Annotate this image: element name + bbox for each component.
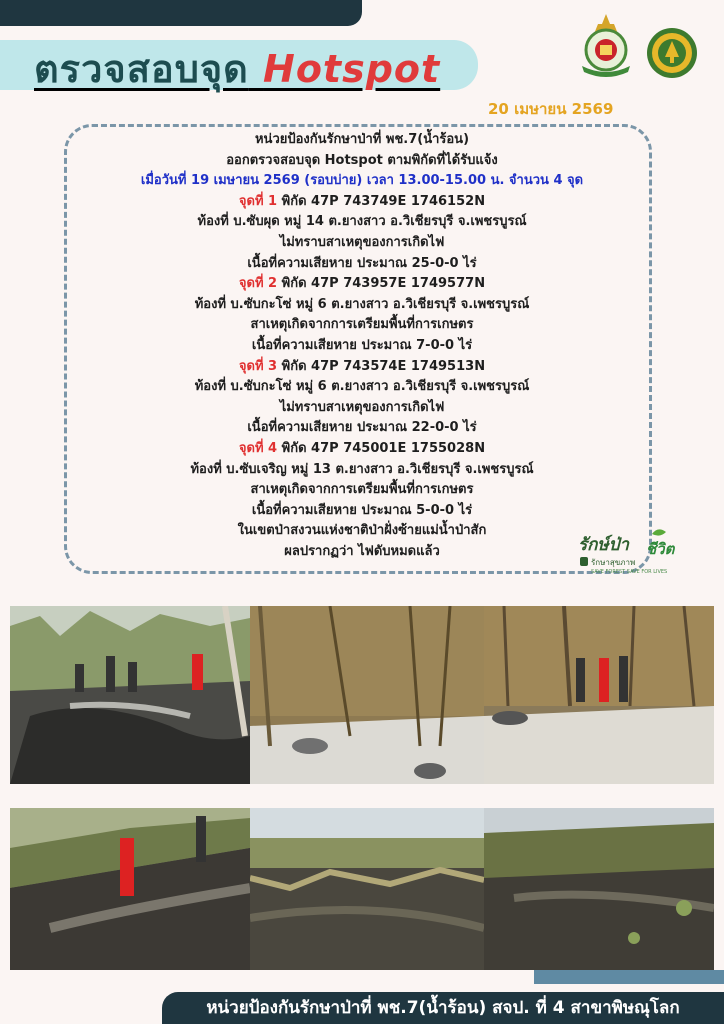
point-cause: ไม่ทราบสาเหตุของการเกิดไฟ [279,234,445,250]
point-coord: พิกัด 47P 743749E 1746152N [281,193,486,209]
forest-area: ในเขตป่าสงวนแห่งชาติป่าฝั่งซ้ายแม่น้ำป่าสัก [237,523,487,539]
point-cause: สาเหตุเกิดจากการเตรียมพื้นที่การเกษตร [250,317,474,333]
field-photo [484,808,714,970]
logo-small: รักษาสุขภาพ [591,558,636,567]
point-label: จุดที่ 3 [238,358,278,374]
point-location: ท้องที่ บ.ซับกะโซ่ หมู่ 6 ต.ยางสาว อ.วิเชียรบุรี จ.เพชรบูรณ์ [194,296,530,312]
point-coord-line [0,192,724,213]
forest-dept-emblem-icon [646,27,698,79]
field-photo [250,808,484,970]
point-damage: เนื้อที่ความเสียหาย ประมาณ 22-0-0 ไร่ [247,420,477,436]
report-date: 20 เมษายน 2569 [488,100,614,118]
point-damage: เนื้อที่ความเสียหาย ประมาณ 5-0-0 ไร่ [251,502,473,518]
point-coord-line [0,357,724,378]
logo-main: รักษ์ป่า [578,535,629,555]
point-coord: พิกัด 47P 745001E 1755028N [281,440,486,456]
point-damage: เนื้อที่ความเสียหาย ประมาณ 25-0-0 ไร่ [247,255,477,271]
point-coord-line [0,274,724,295]
field-photo [484,606,714,784]
page-title [34,38,440,99]
point-coord: พิกัด 47P 743574E 1749513N [281,358,486,374]
point-label: จุดที่ 2 [238,276,278,292]
bottom-decor-bar [534,970,724,984]
field-photo [10,808,250,970]
logo-sub: ชีวิต [646,540,675,558]
notice-when: เมื่อวันที่ 19 เมษายน 2569 (รอบบ่าย) เวลา 13.00-15.00 น. จำนวน 4 จุด [140,173,584,189]
field-photo [10,606,250,784]
point-coord-line [0,439,724,460]
notice-headline: ออกตรวจสอบจุด Hotspot ตามพิกัดที่ได้รับแจ้ง [226,152,498,168]
point-cause: สาเหตุเกิดจากการเตรียมพื้นที่การเกษตร [250,482,474,498]
point-label: จุดที่ 1 [238,193,278,209]
point-location: ท้องที่ บ.ซับกะโซ่ หมู่ 6 ต.ยางสาว อ.วิเชียรบุรี จ.เพชรบูรณ์ [194,379,530,395]
title-hotspot: Hotspot [263,47,441,91]
field-photo [250,606,484,784]
point-location: ท้องที่ บ.ซับผุด หมู่ 14 ต.ยางสาว อ.วิเชียรบุรี จ.เพชรบูรณ์ [197,214,527,230]
result-line: ผลปรากฏว่า ไฟดับหมดแล้ว [284,543,440,559]
point-cause: ไม่ทราบสาเหตุของการเกิดไฟ [279,399,445,415]
notice-text [0,130,724,562]
title-thai: ตรวจสอบจุด [34,47,249,91]
rak-pa-logo [578,528,693,576]
point-damage: เนื้อที่ความเสียหาย ประมาณ 7-0-0 ไร่ [251,337,473,353]
top-decor-bar [0,0,362,26]
point-coord: พิกัด 47P 743957E 1749577N [281,276,486,292]
footer-text: หน่วยป้องกันรักษาป่าที่ พช.7(น้ำร้อน) สจป. ที่ 4 สาขาพิษณุโลก [206,998,680,1018]
point-label: จุดที่ 4 [238,440,278,456]
point-location: ท้องที่ บ.ซับเจริญ หมู่ 13 ต.ยางสาว อ.วิเชียรบุรี จ.เพชรบูรณ์ [190,461,534,477]
footer-bar [162,992,724,1024]
logo-tagline: SAVE FOREST SAVE FOR LIVES [591,569,668,575]
rfd-emblem-icon [578,12,634,78]
unit-name: หน่วยป้องกันรักษาป่าที่ พช.7(น้ำร้อน) [254,132,470,147]
